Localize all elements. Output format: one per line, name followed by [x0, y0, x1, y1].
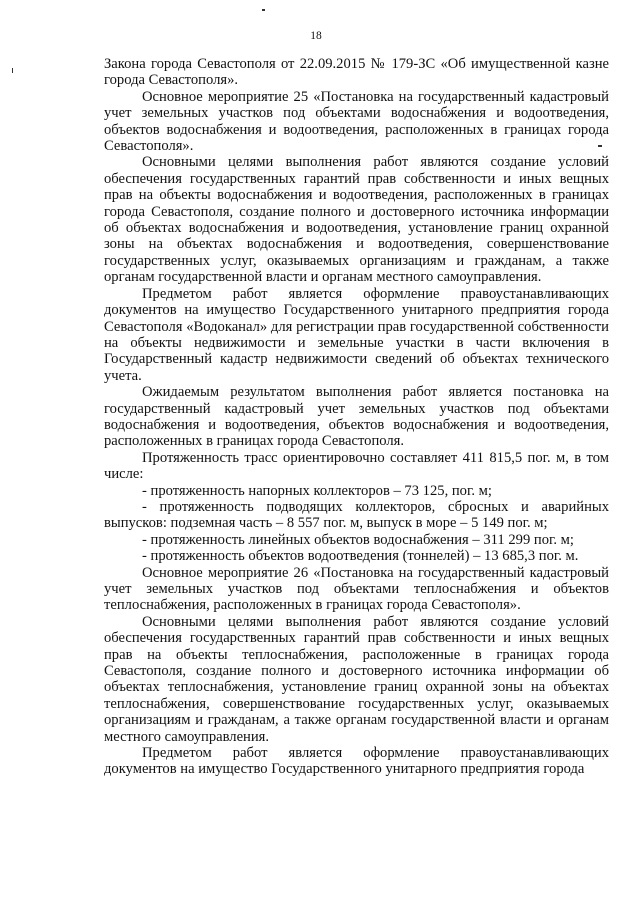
list-item-water-supply-lines: - протяженность линейных объектов водоснабжения – 311 299 пог. м;: [142, 531, 574, 548]
paragraph-length-total: Протяженность трасс ориентировочно составляет 411 815,5 пог. м, в том числе:: [104, 449, 609, 483]
paragraph-activity-25-title: Основное мероприятие 25 «Постановка на государственный кадастровый учет земельных участков под объектами водоснабжения и водоотведения, объектов водоснабжения и водоотведения, расположенных в границах города Севастополя».: [104, 88, 609, 155]
paragraph-law-reference: Закона города Севастополя от 22.09.2015 № 179-ЗС «Об имущественной казне города Севастополя».: [104, 56, 609, 89]
list-item-pressure-collectors: - протяженность напорных коллекторов – 73 125, пог. м;: [142, 482, 492, 499]
paragraph-activity-26-subject: Предметом работ является оформление правоустанавливающих документов на имущество Государственного унитарного предприятия города: [104, 745, 609, 778]
paragraph-activity-25-subject: Предметом работ является оформление правоустанавливающих документов на имущество Государственного унитарного предприятия города Севастополя «Водоканал» для регистрации прав государственной собственности на объекты недвижимости и земельные участки в части включения в Государственный кадастр недвижимости сведений об объектах технического учета.: [104, 285, 609, 384]
list-item-supply-collectors: - протяженность подводящих коллекторов, сбросных и аварийных выпусков: подземная часть – 8 557 пог. м, выпуск в море – 5 149 пог. м;: [104, 498, 609, 532]
page-number: 18: [310, 30, 322, 42]
list-item-drainage-tunnels: - протяженность объектов водоотведения (тоннелей) – 13 685,3 пог. м.: [142, 548, 579, 565]
paragraph-activity-26-title: Основное мероприятие 26 «Постановка на государственный кадастровый учет земельных участков под объектами теплоснабжения и объектов теплоснабжения, расположенных в границах города Севастополя».: [104, 564, 609, 614]
document-body: [104, 56, 609, 778]
paragraph-activity-26-goals: Основными целями выполнения работ являются создание условий обеспечения государственных гарантий прав собственности и иных вещных прав на объекты теплоснабжения, расположенные в границах города Севастополя, создание полного и достоверного источника информации об объектах теплоснабжения, установление границ охранной зоны на объектах теплоснабжения, совершенствование государственных услуг, оказываемых организациям и гражданам, а также органам государственной власти и органам местного самоуправления.: [104, 613, 609, 745]
paragraph-activity-25-result: Ожидаемым результатом выполнения работ является постановка на государственный кадастровый учет земельных участков под объектами водоснабжения и водоотведения, объектов водоснабжения и водоотведения, расположенных в границах города Севастополя.: [104, 384, 609, 450]
scan-speck: [12, 68, 13, 73]
paragraph-activity-25-goals: Основными целями выполнения работ являются создание условий обеспечения государственных гарантий прав собственности и иных вещных прав на объекты водоснабжения и водоотведения, расположенных в границах города Севастополя, создание полного и достоверного источника информации об объектах водоснабжения и водоотведения, установление границ охранной зоны на объектах водоснабжения и водоотведения, совершенствование государственных услуг, оказываемых организациям и гражданам, а также органам государственной власти и органам местного самоуправления.: [104, 154, 609, 286]
scan-speck: [262, 9, 265, 11]
